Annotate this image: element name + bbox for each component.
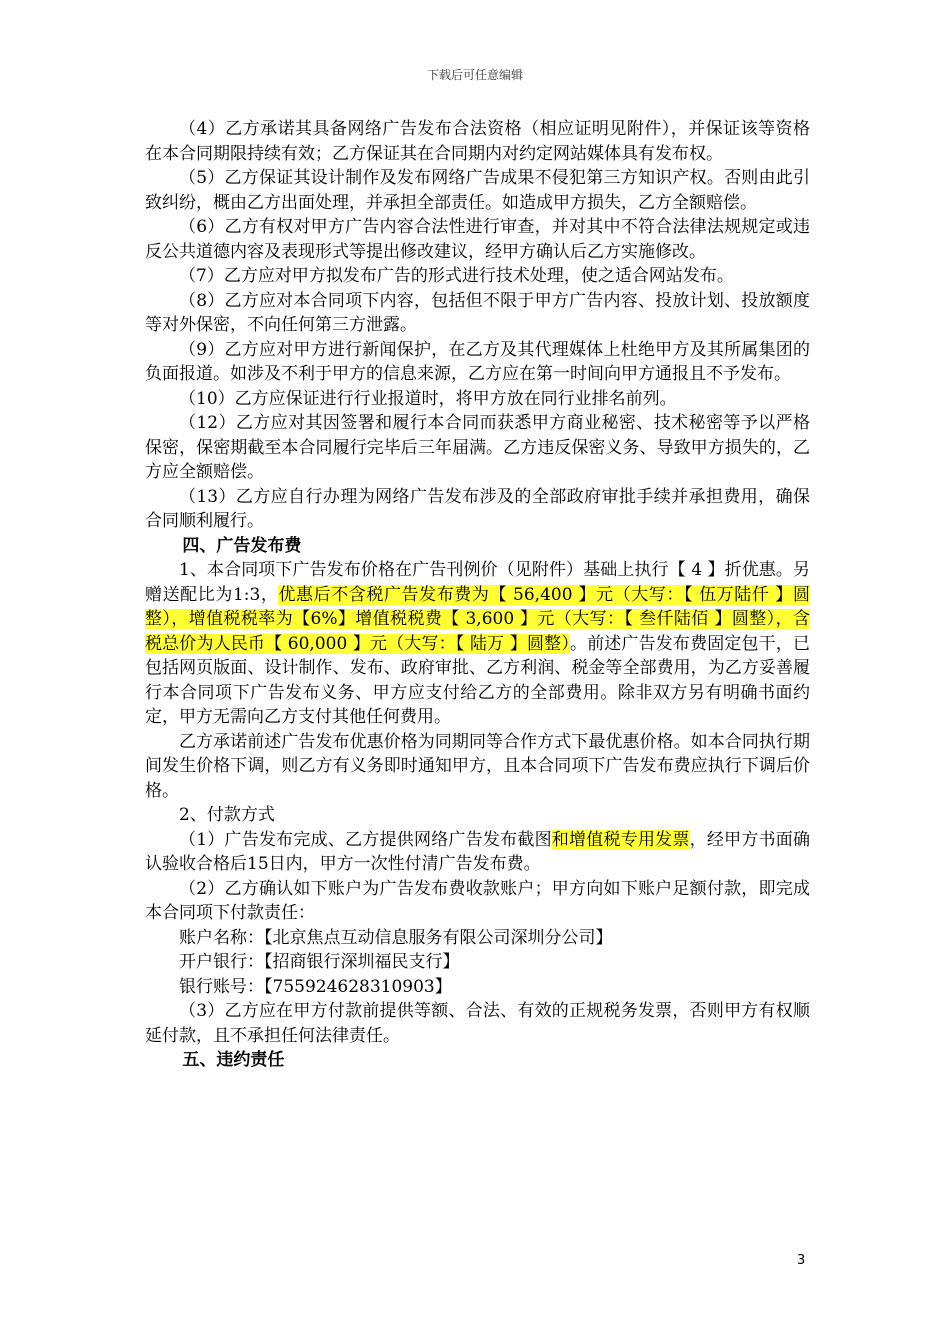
- payment-heading: 2、付款方式: [179, 805, 275, 825]
- page-number: 3: [797, 1253, 806, 1268]
- clause-7: （7）乙方应对甲方拟发布广告的形式进行技术处理，使之适合网站发布。: [179, 266, 734, 286]
- payment-clause-2: （2）乙方确认如下账户为广告发布费收款账户；甲方向如下账户足额付款，即完成本合同项下付款责任：: [145, 878, 810, 923]
- fee-text-2: 。前述广告发布费固定包干，已包括网页版面、设计制作、发布、政府审批、乙方利润、税金等全部费用，为乙方妥善履行本合同项下广告发布义务、甲方应支付给乙方的全部费用。除非双方另有明确书面约定，甲方无需向乙方支付其他任何费用。: [145, 633, 810, 727]
- clause-10: （10）乙方应保证进行行业报道时，将甲方放在同行业排名前列。: [179, 388, 677, 409]
- clause-8: （8）乙方应对本合同项下内容，包括但不限于甲方广告内容、投放计划、投放额度等对外保密，不向任何第三方泄露。: [145, 290, 810, 335]
- section-5-heading: 五、违约责任: [182, 1050, 285, 1070]
- document-body: [145, 117, 810, 1073]
- clause-12: （12）乙方应对其因签署和履行本合同而获悉甲方商业秘密、技术秘密等予以严格保密，保密期截至本合同履行完毕后三年届满。乙方违反保密义务、导致甲方损失的，乙方应全额赔偿。: [145, 413, 810, 482]
- fee-text-1: 1、本合同项下广告发布价格在广告刊例价（见附件）基础上执行【 4 】折优惠。另赠送配比为1:3，: [145, 560, 810, 605]
- pay1-text-1: （1）广告发布完成、乙方提供网络广告发布截图: [179, 829, 552, 850]
- fee-clause: [145, 558, 810, 730]
- price-promise: 乙方承诺前述广告发布优惠价格为同期同等合作方式下最优惠价格。如本合同执行期间发生价格下调，则乙方有义务即时通知甲方，且本合同项下广告发布费应执行下调后价格。: [145, 731, 810, 801]
- clause-5: （5）乙方保证其设计制作及发布网络广告成果不侵犯第三方知识产权。否则由此引致纠纷，概由乙方出面处理，并承担全部责任。如造成甲方损失，乙方全额赔偿。: [145, 168, 810, 213]
- account-number: 银行账号：【755924628310903】: [179, 976, 452, 997]
- page-header: 下载后可任意编辑: [426, 68, 523, 82]
- account-name: 账户名称：【北京焦点互动信息服务有限公司深圳分公司】: [179, 927, 613, 948]
- pay1-text-2: ，经甲方书面确认验收合格后15日内，甲方一次性付清广告发布费。: [145, 829, 811, 874]
- payment-clause-1: [145, 828, 810, 877]
- clause-6: （6）乙方有权对甲方广告内容合法性进行审查，并对其中不符合法律法规规定或违反公共道德内容及表现形式等提出修改建议，经甲方确认后乙方实施修改。: [145, 217, 810, 262]
- payment-clause-3: （3）乙方应在甲方付款前提供等额、合法、有效的正规税务发票，否则甲方有权顺延付款，且不承担任何法律责任。: [145, 1001, 810, 1046]
- clause-9: （9）乙方应对甲方进行新闻保护，在乙方及其代理媒体上杜绝甲方及其所属集团的负面报道。如涉及不利于甲方的信息来源，乙方应在第一时间向甲方通报且不予发布。: [145, 339, 810, 384]
- section-4-heading: 四、广告发布费: [182, 535, 302, 556]
- clause-13: （13）乙方应自行办理为网络广告发布涉及的全部政府审批手续并承担费用，确保合同顺利履行。: [145, 486, 810, 531]
- fee-highlight: 优惠后不含税广告发布费为【 56,400 】元（大写：【 伍万陆仟 】圆整），增值税税率为【6%】增值税税费【 3,600 】元（大写：【 叁仟陆佰 】圆整），含税总价为人民币【 60,000 】元（大写：【 陆万 】圆整）: [145, 584, 810, 654]
- clause-4: （4）乙方承诺其具备网络广告发布合法资格（相应证明见附件），并保证该等资格在本合同期限持续有效；乙方保证其在合同期内对约定网站媒体具有发布权。: [145, 119, 810, 164]
- bank-name: 开户银行：【招商银行深圳福民支行】: [179, 952, 460, 972]
- pay1-highlight: 和增值税专用发票: [551, 829, 690, 850]
